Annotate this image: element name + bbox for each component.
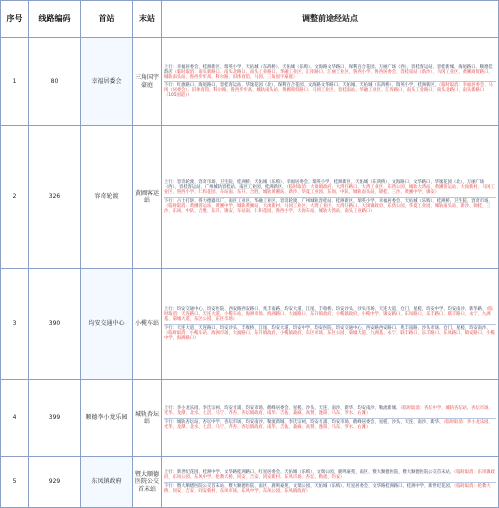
header-row: [1, 1, 499, 38]
cell-route-code: 326: [29, 126, 81, 269]
up-normal-stops: 上行：均安交通中心、均安医院、西安路西安路口、兆丰南路、均安大道、江尾、丰收桥、均安沙头、沙头市场、天连大道、仓门、星槎、均安中学、均安南沙、新华路、: [164, 307, 487, 313]
table-row: [1, 457, 499, 508]
up-cancelled-stops: （临时取消：天连路口、天连大道、小榄车站、海洲市场、海洲路口、大涌路口、东升镇政府、小榄镇政府、小榄中学、镇安路口、东凤路口、乐丰路口、联丰路口、永宁、九洲基、菊城大道、东区公园、东区市场）: [164, 307, 493, 323]
down-normal-stops: 下行：占士打饼、得力德器具厂、南区工业区、华融工业区、容奇轮渡、广州城轨容桂站、桂洲新区、瑞英小学、幸福居委会、天佑城（乐购）、桂洲桥、卫生院、容奇市场、: [164, 198, 493, 204]
down-normal-stops: 下行：天连大道、天连路口、均安沙头、丰收桥、江尾、均安大道、均安中学、均安医院、均安交通中心、西安路西安路口、兆丰南路、沙头市场、仓门、星槎、均安南沙、: [164, 325, 491, 331]
down-stops: [164, 418, 496, 430]
down-normal-stops: 下行：红旗路口、海尾路口、容桂客运站、华逸花园（北）、保利百合花园、文海路文华路口、天佑城、天佑城（东鸿桥）、瑞英小学、桂洲新区、: [164, 83, 439, 88]
up-stops: [164, 180, 496, 195]
cell-first-stop: 均安交通中心: [81, 269, 133, 380]
cell-seq: 5: [1, 457, 29, 508]
cell-first-stop: 容奇轮渡: [81, 126, 133, 269]
up-normal-stops: 上行：幸福居委会、桂洲新区、瑞英小学、天佑城（东鸿桥）、天佑城（乐购）、文海路文华路口、保利百合花园、万丽广场（西）、容桂客运站、容桂新城、海尾路口、顺德佳韵店: [164, 64, 493, 75]
down-stops: [164, 482, 496, 494]
cell-stops: [162, 380, 499, 457]
header-first-stop: 首站: [81, 1, 133, 38]
cell-last-stop: 黄圃客运站: [133, 126, 162, 269]
down-stops: [164, 197, 496, 214]
table-row: [1, 269, 499, 380]
cell-last-stop: 城轨杏坛站: [133, 380, 162, 457]
cell-route-code: 399: [29, 380, 81, 457]
cell-seq: 4: [1, 380, 29, 457]
down-cancelled-stops: （临时取消：小榄车站、海洲市场、大涌路口、东升镇政府、小榄镇政府、东区市场、东区公园、菊城大道、九洲基、永宁、联丰路口、乐丰路口、东凤路口、镇安路口、小榄中学、海洲路口）: [164, 330, 495, 341]
down-stops: [164, 81, 496, 98]
down-normal-stops: 下行：城轨杏坛站、杏坛中学、杏坛市场、均安南沙、勒流新城、李氏宗祠、均安豸浦、均安市场、鹤峰居委会、星槎、沙头、天连、南沙、新华、: [164, 419, 444, 425]
cell-first-stop: 顺德李小龙乐园: [81, 380, 133, 457]
header-route-code: 线路编码: [29, 1, 81, 38]
table-row: [1, 38, 499, 126]
up-normal-stops: 上行：容奇轮渡、容奇市场、卫生院、桂洲桥、天佑城（乐购）、幸福居委会、瑞英小学、桂洲新区、天佑城（东鸿桥）、文海路口、文华路口、华逸花园（北）、万丽广场（西）、容桂客运站、广州城轨容桂站、南区工业园、桂洲新区、: [164, 180, 485, 191]
up-normal-stops: 上行：李小龙乐园、李氏宗祠、均安豸浦、均安市场、鹤峰居委会、星槎、沙头、天连、南沙、新华、均安南沙、勒流新城、: [164, 406, 401, 412]
down-cancelled-stops: （临时取消：伦教大桥、同安、吉安、同安新村、东凤市场、东风中学、东凤公园、东凤镇政府）: [164, 483, 491, 494]
up-cancelled-stops: （临时取消：南头新路口、南头北路口、南头工业路口、华融工业区、汇库路口、汇丽工业区、鲁西小学、鲁西居委会、容桂南站（新沙）、马冈工业区、黄圃商贸路口、城轨南头站、鲁西步步高、科尔路、旧体育馆、马冈、三角国宇豪庭）: [164, 69, 493, 80]
cell-seq: 2: [1, 126, 29, 269]
cell-last-stop: 小榄车站: [133, 269, 162, 380]
up-stops: [164, 307, 496, 322]
header-seq: 序号: [1, 1, 29, 38]
down-cancelled-stops: （临时取消：黄圃客运站、黄圃中学、城轨黄圃站、大岗新村、马冈工业区、大湾工业区、大湾仔路口、大岗镇政府、东湾公园、华夏工业园、城轨南头站、新沙、锦桂、三沙、东岗、中队、合胜、东升、镇安、车站南、仁和花园、鲁西小学、大岗车站、城轨大湾站、南头工业路口）: [164, 203, 491, 214]
cell-route-code: 929: [29, 457, 81, 508]
cell-stops: [162, 38, 499, 126]
up-normal-stops: 上行：新世纪花园、桂洲中学、文华路桂洲路口、红星居委会、天佑城（乐购）、文瑞公园、鹿鸣豪苑、南区、暨大顺德医院、暨大顺德医院公交首末站、: [164, 470, 455, 476]
cell-stops: [162, 126, 499, 269]
down-normal-stops: 下行：暨大顺德医院公交首末站、暨大顺德医院、南区、鹿鸣豪苑、文瑞公园、天佑城（乐购）、红星居委会、文华路桂洲路口、桂洲中学、新世纪花园、: [164, 483, 455, 489]
cell-route-code: 390: [29, 269, 81, 380]
cell-route-code: 80: [29, 38, 81, 126]
up-stops: [164, 470, 496, 480]
table-row: [1, 126, 499, 269]
cell-first-stop: 幸福居委会: [81, 38, 133, 126]
cell-last-stop: 三角国宇豪庭: [133, 38, 162, 126]
table-row: [1, 380, 499, 457]
cell-seq: 1: [1, 38, 29, 126]
cell-stops: [162, 457, 499, 508]
down-cancelled-stops: （临时取消：李小龙乐园、光华、龙潭、北水、七滘、马宁、齐杏、杏坛镇政府、南华、吉佑、桑麻、高赞、逢简、马东、罗水、右滩）: [164, 419, 493, 430]
header-stops: 调整前途经站点: [162, 1, 499, 38]
down-cancelled-stops: （临时取消：幸福居委会、马冈（居委会）、旧体育馆、科尔路、鲁西步步高、城轨南头站、黄圃商贸路口、马冈工业区、容桂南站、华融工业区、汇库路口、南头工业路口、南头北路口、南头新路口（105国道））: [164, 83, 493, 99]
up-stops: [164, 65, 496, 80]
cell-seq: 3: [1, 269, 29, 380]
header-last-stop: 末站: [133, 1, 162, 38]
up-cancelled-stops: （临时取消：东凤镇政府、东凤公园、东风中学、伦教大桥、同安、吉安、同安新村、东凤市场、杏坛、勒流、均安）: [164, 470, 495, 481]
cell-first-stop: 东凤镇政府: [81, 457, 133, 508]
down-stops: [164, 324, 496, 341]
up-stops: [164, 406, 496, 416]
cell-stops: [162, 269, 499, 380]
up-cancelled-stops: （临时取消：大岗镇政府、大湾仔路口、大湾工业区、东湾公园、城轨大湾站、黄圃客运站、大岗新村、马冈工业区、鲁西小学、仁和花园、车站南、东升、合胜、城轨黄圃站、新沙、华夏工业园、东岗、中队、城轨南头站、锦桂、三沙、黄圃中学、镇安）: [164, 185, 495, 196]
cell-last-stop: 暨大顺德医院公交首末站: [133, 457, 162, 508]
up-cancelled-stops: （临时取消：杏坛中学、城轨杏坛站、杏坛市场、光华、龙潭、北水、七滘、马宁、齐杏、杏坛镇政府、南华、吉佑、桑麻、高赞、逢简、马东、罗水、右滩）: [164, 406, 493, 417]
